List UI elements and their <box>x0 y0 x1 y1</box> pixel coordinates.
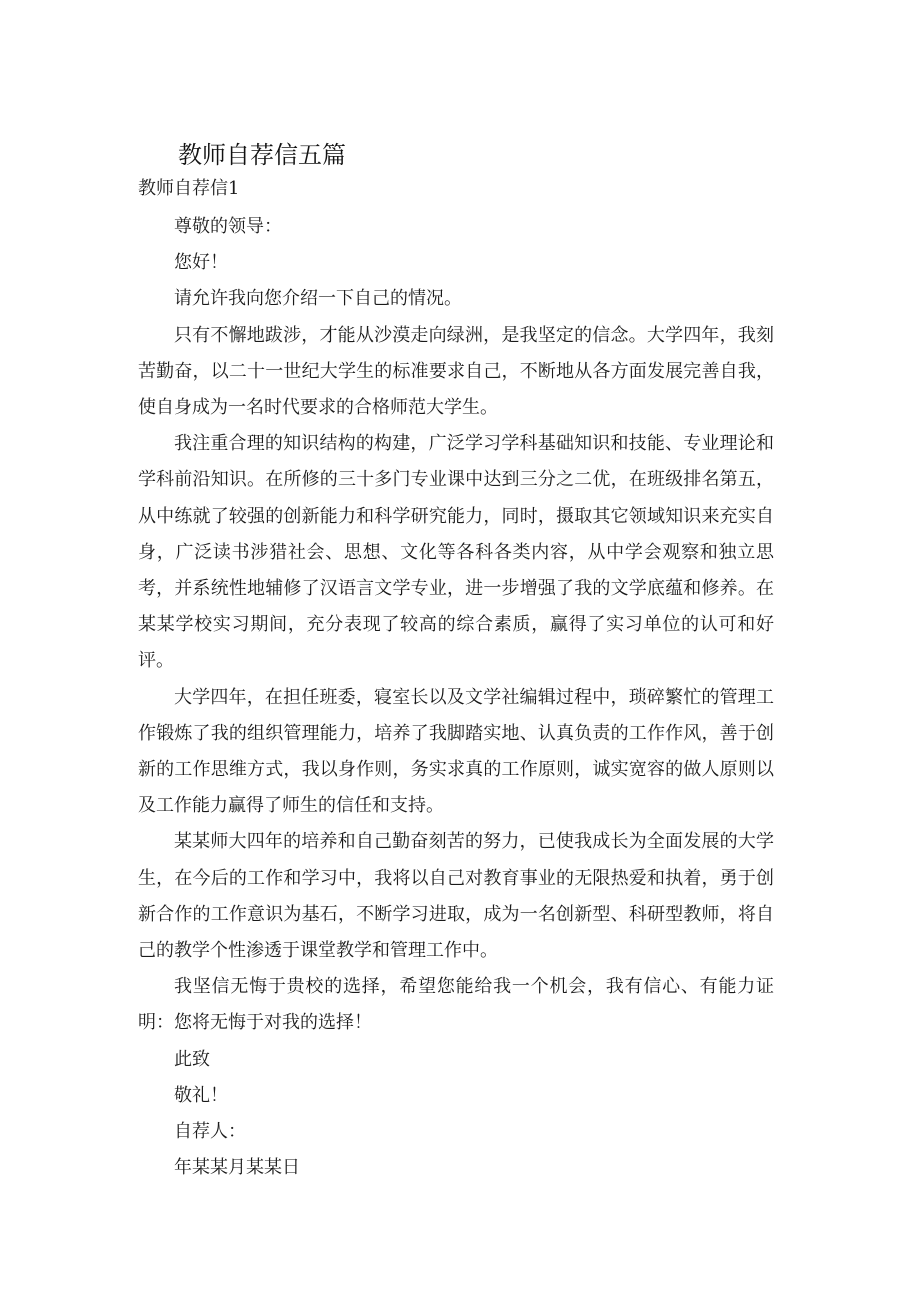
body-paragraph: 某某师大四年的培养和自己勤奋刻苦的努力，已使我成长为全面发展的大学生，在今后的工作和学习中，我将以自己对教育事业的无限热爱和执着，勇于创新合作的工作意识为基石，不断学习进取，成为一名创新型、科研型教师，将自己的教学个性渗透于课堂教学和管理工作中。 <box>138 831 774 962</box>
signature-label: 自荐人： <box>174 1121 246 1143</box>
closing-salute: 敬礼！ <box>174 1084 228 1106</box>
closing-paragraph: 我坚信无悔于贵校的选择，希望您能给我一个机会，我有信心、有能力证明：您将无悔于对我的选择！ <box>138 976 774 1034</box>
document-title: 教师自荐信五篇 <box>178 141 346 170</box>
letter-heading: 教师自荐信1 <box>138 178 240 199</box>
closing-phrase: 此致 <box>174 1048 210 1070</box>
body-paragraph: 大学四年，在担任班委，寝室长以及文学社编辑过程中，琐碎繁忙的管理工作锻炼了我的组织管理能力，培养了我脚踏实地、认真负责的工作作风，善于创新的工作思维方式，我以身作则，务实求真的工作原则，诚实宽容的做人原则以及工作能力赢得了师生的信任和支持。 <box>138 686 774 817</box>
greeting: 您好！ <box>174 252 228 274</box>
salutation: 尊敬的领导： <box>174 216 282 237</box>
date-line: 年某某月某某日 <box>174 1157 300 1179</box>
letter-body <box>138 209 774 1186</box>
body-paragraph: 只有不懈地跋涉，才能从沙漠走向绿洲，是我坚定的信念。大学四年，我刻苦勤奋，以二十一世纪大学生的标准要求自己，不断地从各方面发展完善自我，使自身成为一名时代要求的合格师范大学生。 <box>138 324 774 419</box>
body-paragraph: 我注重合理的知识结构的构建，广泛学习学科基础知识和技能、专业理论和学科前沿知识。在所修的三十多门专业课中达到三分之二优，在班级排名第五，从中练就了较强的创新能力和科学研究能力，同时，摄取其它领域知识来充实自身，广泛读书涉猎社会、思想、文化等各科各类内容，从中学会观察和独立思考，并系统性地辅修了汉语言文学专业，进一步增强了我的文学底蕴和修养。在某某学校实习期间，充分表现了较高的综合素质，赢得了实习单位的认可和好评。 <box>138 433 774 672</box>
intro-paragraph: 请允许我向您介绍一下自己的情况。 <box>174 288 462 310</box>
